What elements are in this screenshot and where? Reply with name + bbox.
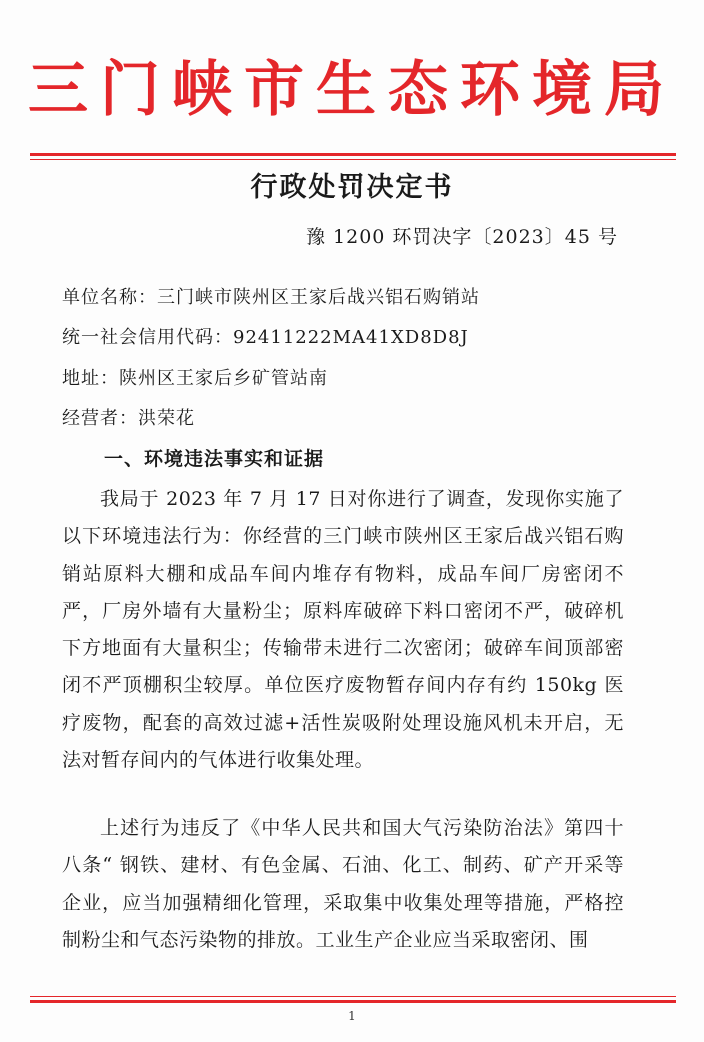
- header-rule-thick: [30, 153, 676, 156]
- header-rule-thin: [30, 159, 676, 160]
- document-title: 行政处罚决定书: [250, 172, 454, 203]
- body-paragraph: 上述行为违反了《中华人民共和国大气污染防治法》第四十八条“ 钢铁、建材、有色金属、石油、化工、制药、矿产开采等企业，应当加强精细化管理，采取集中收集处理等措施，严格控制粉尘和气态污染物的排放。工业生产企业应当采取密闭、围: [62, 817, 624, 951]
- footer-rule-thick: [30, 1000, 676, 1003]
- page-number: 1: [348, 1009, 356, 1023]
- credit-code-field: 统一社会信用代码：92411222MA41XD8D8J: [62, 327, 469, 348]
- address-field: 地址：陕州区王家后乡矿管站南: [62, 368, 328, 389]
- section-heading: 一、环境违法事实和证据: [104, 448, 325, 470]
- document-number: 豫 1200 环罚决字〔2023〕45 号: [305, 226, 618, 248]
- issuer-header: 三门峡市生态环境局: [28, 55, 676, 125]
- unit-name-field: 单位名称：三门峡市陕州区王家后战兴铝石购销站: [62, 287, 480, 308]
- body-paragraph: 我局于 2023 年 7 月 17 日对你进行了调查，发现你实施了以下环境违法行为：你经营的三门峡市陕州区王家后战兴铝石购销站原料大棚和成品车间内堆存有物料，成品车间厂房密闭不严，厂房外墙有大量粉尘；原料库破碎下料口密闭不严，破碎机下方地面有大量积尘；传输带未进行二次密闭；破碎车间顶部密闭不严顶棚积尘较厚。单位医疗废物暂存间内存有约 150kg 医疗废物，配套的高效过滤+活性炭吸附处理设施风机未开启，无法对暂存间内的气体进行收集处理。: [62, 488, 624, 772]
- operator-field: 经营者：洪荣花: [62, 408, 195, 429]
- footer-rule-thin: [30, 996, 676, 997]
